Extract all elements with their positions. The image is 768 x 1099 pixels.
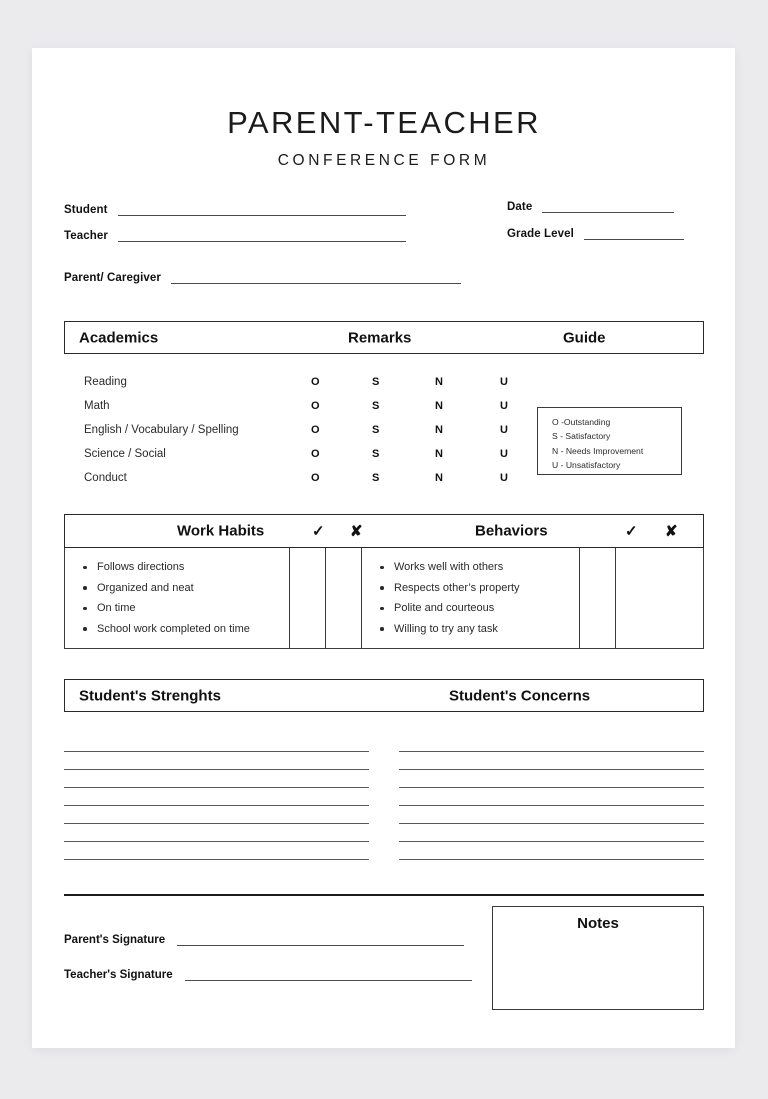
rating-option-n[interactable]: N (435, 472, 443, 485)
strengths-concerns-writing-area (64, 734, 704, 860)
guide-legend-item: N - Needs Improvement (552, 445, 644, 456)
rating-option-u[interactable]: U (500, 424, 508, 437)
behaviors-title: Behaviors (475, 522, 548, 540)
subject-label: Science / Social (84, 448, 166, 461)
check-icon: ✓ (312, 523, 325, 541)
check-icon: ✓ (625, 523, 638, 541)
field-grade-level[interactable] (507, 228, 684, 240)
concerns-title: Student's Concerns (449, 687, 591, 705)
academics-rows (64, 370, 704, 492)
guide-legend-item: O -Outstanding (552, 417, 611, 428)
writing-line[interactable] (399, 770, 704, 788)
work-habits-check-column[interactable] (289, 548, 325, 648)
rating-option-s[interactable]: S (372, 424, 380, 437)
writing-line[interactable] (399, 842, 704, 860)
field-student-label: Student (64, 203, 108, 216)
guide-legend-item: U - Unsatisfactory (552, 459, 621, 470)
field-student-input[interactable] (118, 204, 406, 216)
notes-box[interactable] (492, 906, 704, 1010)
list-item: Organized and neat (83, 578, 289, 599)
field-teacher-label: Teacher (64, 229, 108, 242)
strengths-concerns-header-bar (64, 679, 704, 712)
remarks-column-header: Remarks (348, 329, 412, 347)
field-date-label: Date (507, 200, 533, 213)
title-main: PARENT-TEACHER (227, 105, 541, 140)
teacher-signature-input[interactable] (185, 969, 472, 981)
field-teacher-signature[interactable] (64, 969, 472, 981)
teacher-signature-label: Teacher's Signature (64, 968, 173, 981)
rating-option-o[interactable]: O (311, 472, 320, 485)
writing-line[interactable] (64, 806, 369, 824)
subject-label: Math (84, 400, 110, 413)
identification-fields (64, 200, 704, 299)
academics-column-header: Academics (79, 329, 159, 347)
list-item: Polite and courteous (380, 598, 579, 619)
cross-icon: ✘ (350, 523, 363, 541)
table-row (64, 370, 704, 394)
rating-option-u[interactable]: U (500, 448, 508, 461)
field-date-input[interactable] (542, 201, 674, 213)
rating-option-o[interactable]: O (311, 400, 320, 413)
cross-icon: ✘ (665, 523, 678, 541)
strengths-title: Student's Strenghts (79, 687, 221, 705)
strengths-concerns-section (64, 679, 704, 860)
academics-section (64, 321, 704, 492)
field-grade-level-input[interactable] (584, 228, 684, 240)
field-parent-caregiver[interactable] (64, 272, 461, 284)
list-item: Respects other’s property (380, 578, 579, 599)
writing-line[interactable] (64, 752, 369, 770)
rating-option-n[interactable]: N (435, 400, 443, 413)
behaviors-list (361, 548, 579, 648)
guide-column-header: Guide (563, 329, 606, 347)
habits-behaviors-section (64, 514, 704, 649)
writing-line[interactable] (64, 770, 369, 788)
parent-signature-label: Parent's Signature (64, 933, 166, 946)
title-subtitle: CONFERENCE FORM (277, 152, 491, 170)
rating-option-n[interactable]: N (435, 376, 443, 389)
academics-header-bar (64, 321, 704, 354)
subject-label: Conduct (84, 472, 127, 485)
parent-signature-input[interactable] (177, 934, 464, 946)
field-teacher[interactable] (64, 230, 406, 242)
subject-label: English / Vocabulary / Spelling (84, 424, 239, 437)
rating-option-s[interactable]: S (372, 448, 380, 461)
rating-option-n[interactable]: N (435, 448, 443, 461)
strengths-lines (64, 734, 369, 860)
rating-option-u[interactable]: U (500, 472, 508, 485)
list-item: Works well with others (380, 557, 579, 578)
rating-option-u[interactable]: U (500, 400, 508, 413)
field-student[interactable] (64, 204, 406, 216)
work-habits-title: Work Habits (177, 522, 265, 540)
rating-option-s[interactable]: S (372, 376, 380, 389)
writing-line[interactable] (399, 824, 704, 842)
field-parent-caregiver-input[interactable] (171, 272, 461, 284)
behaviors-check-column[interactable] (579, 548, 615, 648)
field-teacher-input[interactable] (118, 230, 406, 242)
field-date[interactable] (507, 201, 674, 213)
guide-legend-box (537, 407, 682, 475)
field-parent-signature[interactable] (64, 934, 464, 946)
footer-section (64, 896, 704, 1011)
writing-line[interactable] (399, 752, 704, 770)
writing-line[interactable] (64, 842, 369, 860)
field-grade-level-label: Grade Level (507, 227, 574, 240)
form-page (32, 48, 735, 1048)
list-item: School work completed on time (83, 619, 289, 640)
writing-line[interactable] (64, 824, 369, 842)
guide-legend-item: S - Satisfactory (552, 431, 611, 442)
rating-option-u[interactable]: U (500, 376, 508, 389)
habits-behaviors-header-bar (64, 514, 704, 548)
rating-option-o[interactable]: O (311, 376, 320, 389)
rating-option-s[interactable]: S (372, 472, 380, 485)
concerns-lines (399, 734, 704, 860)
list-item: Follows directions (83, 557, 289, 578)
writing-line[interactable] (64, 788, 369, 806)
writing-line[interactable] (399, 806, 704, 824)
subject-label: Reading (84, 376, 127, 389)
writing-line[interactable] (64, 734, 369, 752)
work-habits-list (65, 548, 289, 648)
list-item: Willing to try any task (380, 619, 579, 640)
rating-option-o[interactable]: O (311, 448, 320, 461)
field-parent-caregiver-label: Parent/ Caregiver (64, 271, 161, 284)
rating-option-n[interactable]: N (435, 424, 443, 437)
habits-behaviors-body (64, 548, 704, 649)
page-title (64, 48, 704, 170)
behaviors-cross-column[interactable] (615, 548, 651, 648)
writing-line[interactable] (399, 788, 704, 806)
work-habits-cross-column[interactable] (325, 548, 361, 648)
rating-option-o[interactable]: O (311, 424, 320, 437)
list-item: On time (83, 598, 289, 619)
writing-line[interactable] (399, 734, 704, 752)
notes-title: Notes (577, 915, 619, 933)
rating-option-s[interactable]: S (372, 400, 380, 413)
